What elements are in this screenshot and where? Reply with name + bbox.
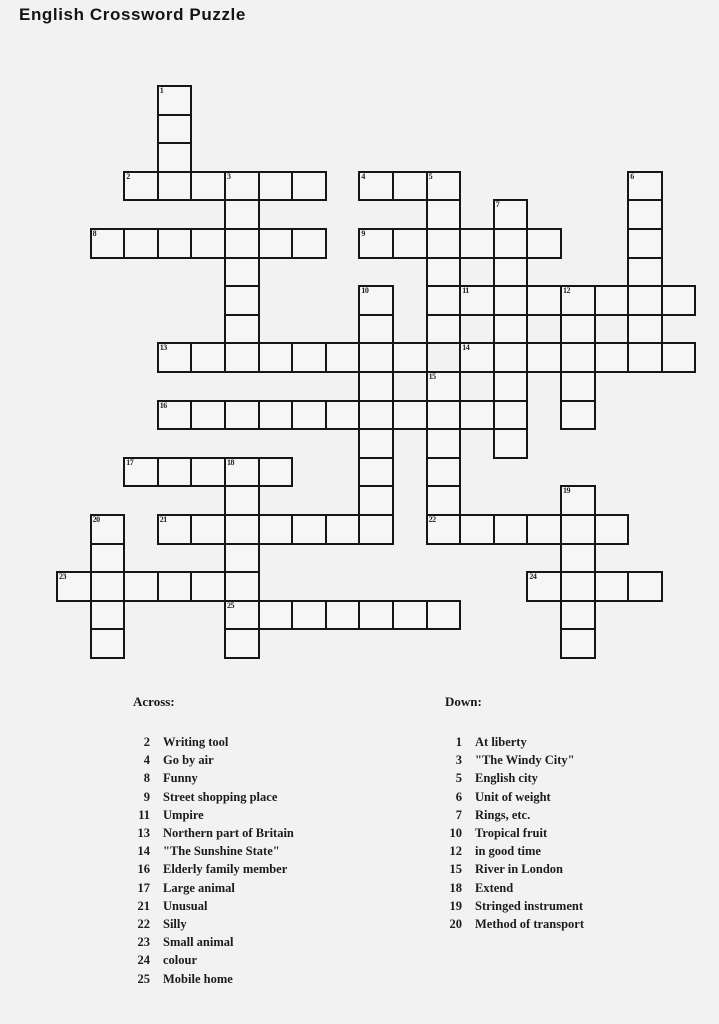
clue-number: 4 <box>143 753 150 768</box>
grid-cell[interactable] <box>56 571 92 602</box>
grid-cell[interactable] <box>560 371 596 402</box>
grid-cell[interactable] <box>258 228 294 259</box>
grid-cell[interactable] <box>358 371 394 402</box>
grid-cell[interactable] <box>426 171 462 202</box>
grid-cell[interactable] <box>493 314 529 345</box>
clue-item <box>133 751 423 769</box>
grid-cell[interactable] <box>190 342 226 373</box>
grid-cell[interactable] <box>325 600 361 631</box>
clue-item <box>445 733 719 751</box>
grid-cell[interactable] <box>90 514 126 545</box>
clue-item <box>133 897 423 915</box>
grid-cell[interactable] <box>493 428 529 459</box>
grid-cell[interactable] <box>392 600 428 631</box>
grid-cell[interactable] <box>90 600 126 631</box>
grid-cell[interactable] <box>392 228 428 259</box>
grid-cell[interactable] <box>358 171 394 202</box>
grid-cell[interactable] <box>493 285 529 316</box>
cell-number: 22 <box>428 515 436 524</box>
grid-cell[interactable] <box>157 142 193 173</box>
clue-item <box>445 860 719 878</box>
grid-cell[interactable] <box>627 285 663 316</box>
clue-number: 23 <box>137 935 150 950</box>
grid-cell[interactable] <box>224 628 260 659</box>
clue-item <box>133 860 423 878</box>
grid-cell[interactable] <box>291 514 327 545</box>
clue-text: Extend <box>475 880 514 895</box>
down-header: Down: <box>445 694 482 709</box>
grid-cell[interactable] <box>426 600 462 631</box>
cell-number: 6 <box>630 171 634 181</box>
clue-item <box>445 879 719 897</box>
clue-text: Mobile home <box>163 971 233 986</box>
down-clues <box>445 694 719 933</box>
clue-text: At liberty <box>475 735 527 749</box>
grid-cell[interactable] <box>661 342 697 373</box>
clue-item <box>133 970 423 988</box>
grid-cell[interactable] <box>493 514 529 545</box>
grid-cell[interactable] <box>258 400 294 431</box>
grid-cell[interactable] <box>526 571 562 602</box>
grid-cell[interactable] <box>392 171 428 202</box>
grid-cell[interactable] <box>560 314 596 345</box>
clue-text: River in London <box>475 862 563 877</box>
grid-cell[interactable] <box>426 285 462 316</box>
across-header: Across: <box>133 694 175 709</box>
grid-cell[interactable] <box>426 485 462 516</box>
page-title: English Crossword Puzzle <box>19 5 246 24</box>
grid-cell[interactable] <box>426 457 462 488</box>
clue-number: 5 <box>455 771 462 786</box>
grid-cell[interactable] <box>627 171 663 202</box>
grid-cell[interactable] <box>526 342 562 373</box>
clue-number: 12 <box>449 844 462 859</box>
clue-number: 10 <box>449 826 462 841</box>
grid-cell[interactable] <box>392 342 428 373</box>
clue-text: Unusual <box>163 898 208 913</box>
grid-cell[interactable] <box>426 371 462 402</box>
clue-item <box>445 751 719 769</box>
clue-text: colour <box>163 953 198 968</box>
grid-cell[interactable] <box>224 171 260 202</box>
grid-cell[interactable] <box>459 228 495 259</box>
grid-cell[interactable] <box>358 600 394 631</box>
grid-cell[interactable] <box>560 571 596 602</box>
clue-text: English city <box>475 771 538 786</box>
grid-cell[interactable] <box>459 285 495 316</box>
clue-number: 19 <box>449 898 462 913</box>
grid-cell[interactable] <box>358 428 394 459</box>
grid-cell[interactable] <box>426 199 462 230</box>
grid-cell[interactable] <box>426 514 462 545</box>
clue-number: 11 <box>138 807 150 822</box>
grid-cell[interactable] <box>157 228 193 259</box>
grid-cell[interactable] <box>123 228 159 259</box>
grid-cell[interactable] <box>493 257 529 288</box>
clue-item <box>445 806 719 824</box>
grid-cell[interactable] <box>190 514 226 545</box>
cell-number: 4 <box>361 171 365 181</box>
grid-cell[interactable] <box>358 514 394 545</box>
grid-cell[interactable] <box>627 228 663 259</box>
grid-cell[interactable] <box>493 400 529 431</box>
clue-item <box>445 842 719 860</box>
grid-cell[interactable] <box>526 514 562 545</box>
grid-cell[interactable] <box>157 171 193 202</box>
down-clue-list <box>445 733 719 933</box>
clue-text: Small animal <box>163 935 234 950</box>
grid-cell[interactable] <box>493 371 529 402</box>
grid-cell[interactable] <box>526 228 562 259</box>
grid-cell[interactable] <box>426 228 462 259</box>
clue-item <box>133 933 423 951</box>
grid-cell[interactable] <box>594 571 630 602</box>
across-clue-list <box>133 733 423 988</box>
grid-cell[interactable] <box>190 400 226 431</box>
clue-item <box>133 842 423 860</box>
clue-item <box>445 769 719 787</box>
grid-cell[interactable] <box>291 342 327 373</box>
clue-item <box>133 951 423 969</box>
grid-cell[interactable] <box>190 571 226 602</box>
grid-cell[interactable] <box>224 257 260 288</box>
grid-cell[interactable] <box>90 228 126 259</box>
grid-cell[interactable] <box>224 314 260 345</box>
grid-cell[interactable] <box>258 342 294 373</box>
cell-number: 1 <box>159 86 164 95</box>
clue-text: Large animal <box>163 880 235 895</box>
grid-cell[interactable] <box>560 400 596 431</box>
grid-cell[interactable] <box>157 514 193 545</box>
clue-text: Stringed instrument <box>475 898 583 913</box>
grid-cell[interactable] <box>459 342 495 373</box>
clue-item <box>133 824 423 842</box>
clue-text: in good time <box>475 844 541 859</box>
grid-cell[interactable] <box>426 428 462 459</box>
clue-number: 15 <box>449 862 462 877</box>
grid-cell[interactable] <box>594 285 630 316</box>
grid-cell[interactable] <box>224 485 260 516</box>
grid-cell[interactable] <box>157 114 193 145</box>
clue-item <box>445 824 719 842</box>
cell-number: 10 <box>361 286 369 296</box>
cell-number: 11 <box>462 286 469 296</box>
clue-number: 22 <box>137 917 150 932</box>
clue-item <box>445 915 719 933</box>
grid-cell[interactable] <box>560 514 596 545</box>
clue-number: 20 <box>449 917 462 932</box>
grid-cell[interactable] <box>224 543 260 574</box>
grid-cell[interactable] <box>90 628 126 659</box>
grid-cell[interactable] <box>90 543 126 574</box>
grid-cell[interactable] <box>123 171 159 202</box>
clue-number: 14 <box>137 844 150 859</box>
cell-number: 25 <box>227 600 234 610</box>
clue-text: Go by air <box>163 753 214 768</box>
clue-number: 1 <box>455 735 462 749</box>
clue-number: 13 <box>137 826 150 841</box>
grid-cell[interactable] <box>358 457 394 488</box>
cell-number: 17 <box>126 457 134 467</box>
grid-cell[interactable] <box>560 285 596 316</box>
clue-number: 25 <box>137 971 150 986</box>
grid-cell[interactable] <box>426 314 462 345</box>
grid-cell[interactable] <box>661 285 697 316</box>
cell-number: 15 <box>428 372 436 381</box>
clue-text: "The Sunshine State" <box>163 844 280 859</box>
grid-cell[interactable] <box>358 314 394 345</box>
grid-cell[interactable] <box>358 400 394 431</box>
clue-item <box>445 897 719 915</box>
grid-cell[interactable] <box>258 514 294 545</box>
clue-item <box>133 879 423 897</box>
clue-number: 16 <box>137 862 150 877</box>
clue-item <box>133 769 423 787</box>
grid-cell[interactable] <box>594 342 630 373</box>
clue-item <box>133 806 423 824</box>
grid-cell[interactable] <box>291 228 327 259</box>
grid-cell[interactable] <box>358 342 394 373</box>
grid-cell[interactable] <box>627 342 663 373</box>
grid-cell[interactable] <box>258 171 294 202</box>
grid-cell[interactable] <box>358 485 394 516</box>
grid-cell[interactable] <box>459 514 495 545</box>
grid-cell[interactable] <box>224 400 260 431</box>
clue-text: Silly <box>163 917 187 932</box>
clue-text: Elderly family member <box>163 862 288 877</box>
clue-number: 24 <box>137 953 150 968</box>
grid-cell[interactable] <box>258 457 294 488</box>
cell-number: 24 <box>529 572 537 582</box>
grid-cell[interactable] <box>325 342 361 373</box>
cell-number: 3 <box>227 171 231 181</box>
grid-cell[interactable] <box>526 285 562 316</box>
cell-number: 19 <box>563 486 570 496</box>
grid-cell[interactable] <box>627 314 663 345</box>
grid-cell[interactable] <box>157 400 193 431</box>
cell-number: 13 <box>159 343 167 353</box>
cell-number: 18 <box>227 457 234 467</box>
cell-number: 9 <box>361 229 365 238</box>
grid-cell[interactable] <box>224 285 260 316</box>
grid-cell[interactable] <box>392 400 428 431</box>
grid-cell[interactable] <box>190 228 226 259</box>
clue-number: 18 <box>449 880 462 895</box>
grid-cell[interactable] <box>493 199 529 230</box>
grid-cell[interactable] <box>123 571 159 602</box>
clue-text: "The Windy City" <box>475 753 575 768</box>
grid-cell[interactable] <box>358 285 394 316</box>
clue-item <box>445 788 719 806</box>
cell-number: 23 <box>59 572 66 582</box>
grid-cell[interactable] <box>224 199 260 230</box>
clue-number: 21 <box>137 898 150 913</box>
cell-number: 21 <box>159 515 167 524</box>
clue-number: 3 <box>455 753 462 768</box>
cell-number: 7 <box>495 200 500 210</box>
clue-text: Method of transport <box>475 917 585 932</box>
grid-cell[interactable] <box>291 400 327 431</box>
cell-number: 2 <box>126 171 130 181</box>
clue-number: 2 <box>143 735 150 749</box>
grid-cell[interactable] <box>224 571 260 602</box>
clue-item <box>133 733 423 751</box>
clue-item <box>133 788 423 806</box>
clue-text: Unit of weight <box>475 789 551 804</box>
grid-cell[interactable] <box>493 342 529 373</box>
grid-cell[interactable] <box>560 342 596 373</box>
grid-cell[interactable] <box>224 228 260 259</box>
grid-cell[interactable] <box>426 257 462 288</box>
clue-text: Street shopping place <box>163 789 278 804</box>
cell-number: 12 <box>563 286 570 296</box>
cell-number: 5 <box>428 171 433 181</box>
grid-cell[interactable] <box>627 199 663 230</box>
grid-cell[interactable] <box>627 571 663 602</box>
grid-cell[interactable] <box>560 543 596 574</box>
grid-cell[interactable] <box>224 514 260 545</box>
across-clues <box>133 694 423 988</box>
grid-cell[interactable] <box>224 342 260 373</box>
cell-number: 16 <box>159 400 167 410</box>
grid-cell[interactable] <box>190 457 226 488</box>
grid-cell[interactable] <box>560 600 596 631</box>
grid-cell[interactable] <box>426 400 462 431</box>
grid-cell[interactable] <box>258 600 294 631</box>
cell-number: 8 <box>92 229 97 238</box>
grid-cell[interactable] <box>493 228 529 259</box>
grid-cell[interactable] <box>190 171 226 202</box>
clue-text: Rings, etc. <box>475 807 531 822</box>
clue-text: Umpire <box>163 807 204 822</box>
grid-cell[interactable] <box>157 571 193 602</box>
grid-cell[interactable] <box>358 228 394 259</box>
clue-text: Funny <box>163 771 198 786</box>
clue-number: 7 <box>455 807 462 822</box>
grid-cell[interactable] <box>291 171 327 202</box>
clue-number: 9 <box>143 789 150 804</box>
grid-cell[interactable] <box>325 514 361 545</box>
grid-cell[interactable] <box>157 342 193 373</box>
grid-cell[interactable] <box>627 257 663 288</box>
grid-cell[interactable] <box>291 600 327 631</box>
grid-cell[interactable] <box>325 400 361 431</box>
grid-cell[interactable] <box>459 400 495 431</box>
grid-cell[interactable] <box>157 457 193 488</box>
grid-cell[interactable] <box>560 628 596 659</box>
clue-text: Writing tool <box>163 735 229 749</box>
grid-cell[interactable] <box>224 600 260 631</box>
grid-cell[interactable] <box>90 571 126 602</box>
clue-number: 6 <box>455 789 462 804</box>
grid-cell[interactable] <box>224 457 260 488</box>
clue-text: Northern part of Britain <box>163 826 294 841</box>
grid-cell[interactable] <box>123 457 159 488</box>
grid-cell[interactable] <box>560 485 596 516</box>
grid-cell[interactable] <box>594 514 630 545</box>
clue-number: 8 <box>143 771 150 786</box>
clue-number: 17 <box>137 880 150 895</box>
grid-cell[interactable] <box>157 85 193 116</box>
clue-item <box>133 915 423 933</box>
cell-number: 20 <box>92 515 100 524</box>
cell-number: 14 <box>462 343 470 353</box>
clue-text: Tropical fruit <box>475 826 548 841</box>
